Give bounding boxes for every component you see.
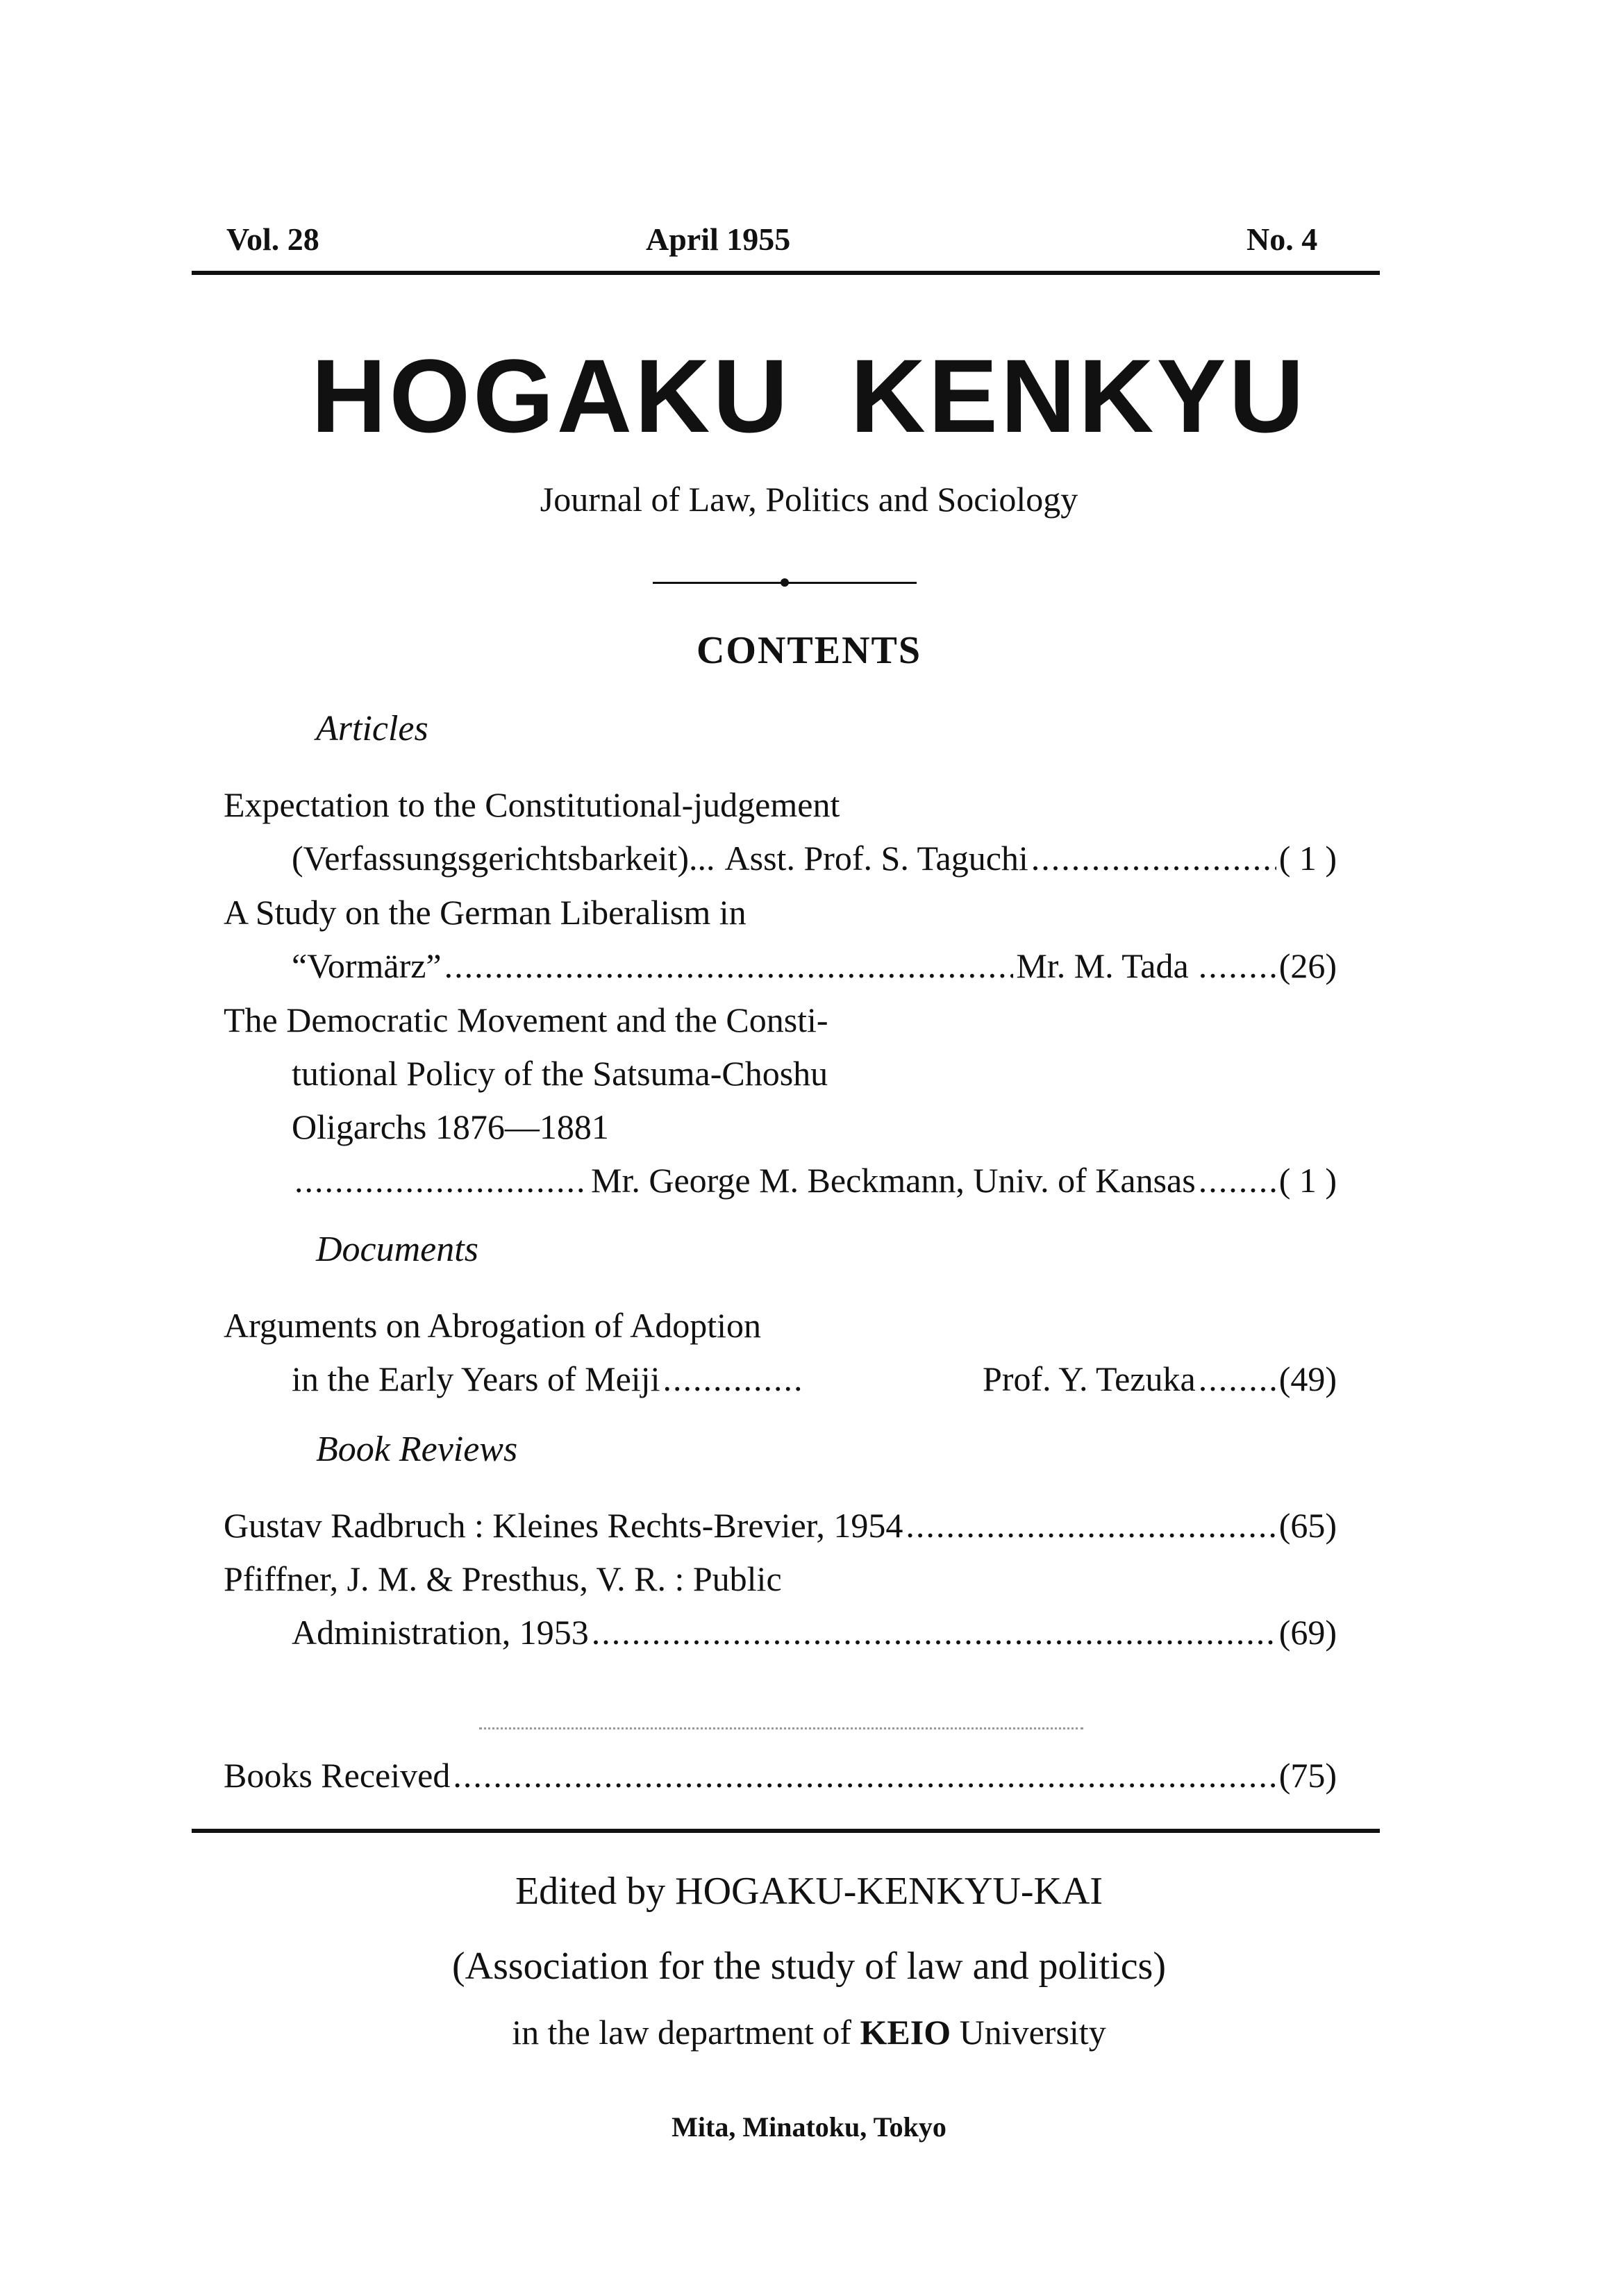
edited-by-label: Edited by [515,1870,666,1913]
leader-dots [1199,1359,1276,1399]
leader-dots [1031,838,1276,878]
article-3-title-line2: tutional Policy of the Satsuma-Choshu [292,1054,828,1093]
article-1-author: Asst. Prof. S. Taguchi [724,839,1028,878]
department-line [0,2012,1618,2052]
review-2-entry [292,1612,1337,1652]
journal-title: HOGAKU KENKYU [311,337,1307,454]
header-rule [192,271,1380,275]
article-3-title-line1: The Democratic Movement and the Consti- [224,1000,828,1039]
leader-dots [592,1612,1276,1652]
review-1-title: Gustav Radbruch : Kleines Rechts-Brevier, 1954 [224,1506,903,1545]
document-1-author: Prof. Y. Tezuka [983,1359,1196,1398]
article-2-title-line2: “Vormärz” [292,946,442,985]
ornament-dot [781,578,789,587]
leader-dots [1199,1160,1276,1200]
books-received-page: (75) [1278,1756,1337,1795]
document-1-entry [292,1359,1337,1399]
review-2-title-line1: Pfiffner, J. M. & Presthus, V. R. : Public [224,1559,782,1598]
article-3-page: ( 1 ) [1278,1161,1337,1200]
leader-dots [1199,946,1276,986]
leader-dots [444,946,1014,986]
footer-rule [192,1829,1380,1833]
article-1-title-line2: (Verfassungsgerichtsbarkeit)... [292,839,715,878]
article-1-entry [292,838,1337,878]
leader-dots [453,1755,1276,1795]
article-2-page: (26) [1278,946,1337,985]
address-line: Mita, Minatoku, Tokyo [672,2111,946,2143]
association-line: (Association for the study of law and politics) [451,1945,1166,1988]
leader-dots [294,1160,588,1200]
article-3-entry [292,1160,1337,1200]
document-1-page: (49) [1278,1359,1337,1398]
editor-name: HOGAKU-KENKYU-KAI [675,1870,1103,1913]
university-name-bold: KEIO [860,2013,951,2052]
article-3-title-line3: Oligarchs 1876—1881 [292,1107,609,1146]
document-1-title-line1: Arguments on Abrogation of Adoption [224,1306,762,1345]
volume-label: Vol. 28 [226,221,319,257]
section-articles: Articles [316,709,428,748]
leader-dots [906,1505,1276,1545]
section-book-reviews: Book Reviews [316,1430,518,1469]
review-1-page: (65) [1278,1506,1337,1545]
issue-number: No. 4 [1246,221,1318,257]
document-1-title-line2: in the Early Years of Meiji [292,1359,660,1398]
article-1-title-line1: Expectation to the Constitutional-judgement [224,785,840,824]
article-2-title-line1: A Study on the German Liberalism in [224,893,747,932]
article-2-entry [292,946,1337,986]
review-2-title-line2: Administration, 1953 [292,1613,589,1652]
dotted-separator [479,1727,1083,1729]
contents-heading: CONTENTS [696,629,922,672]
section-documents: Documents [316,1230,478,1269]
article-1-page: ( 1 ) [1278,839,1337,878]
review-2-page: (69) [1278,1613,1337,1652]
journal-subtitle: Journal of Law, Politics and Sociology [540,480,1078,519]
review-1-entry [224,1505,1337,1545]
university-suffix: University [959,2013,1106,2052]
department-prefix: in the law department of [512,2013,852,2052]
books-received-entry [224,1755,1337,1795]
books-received-label: Books Received [224,1756,451,1795]
article-3-author: Mr. George M. Beckmann, Univ. of Kansas [591,1161,1196,1200]
issue-date: April 1955 [646,221,791,257]
article-2-author: Mr. M. Tada [1016,946,1189,985]
leader-dots [662,1359,801,1399]
edited-by-line [0,1869,1618,1913]
